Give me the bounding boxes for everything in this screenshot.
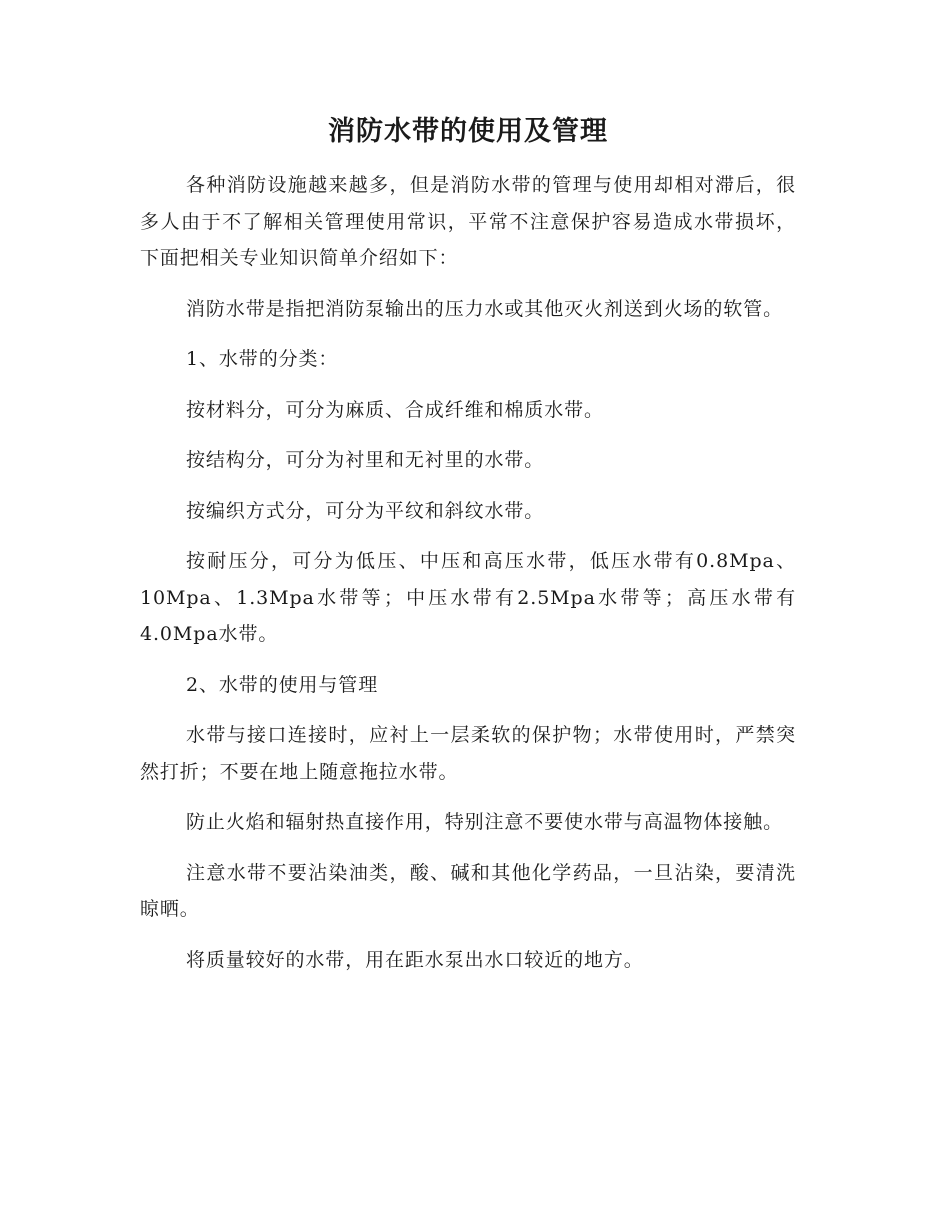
- document-page: [140, 108, 796, 992]
- paragraph-by-pressure: 按耐压分，可分为低压、中压和高压水带，低压水带有0.8Mpa、10Mpa、1.3Mpa水带等；中压水带有2.5Mpa水带等；高压水带有4.0Mpa水带。: [140, 550, 796, 645]
- paragraph-intro: 各种消防设施越来越多，但是消防水带的管理与使用却相对滞后，很多人由于不了解相关管理使用常识，平常不注意保护容易造成水带损坏，下面把相关专业知识简单介绍如下：: [140, 174, 796, 269]
- paragraph-heat: 防止火焰和辐射热直接作用，特别注意不要使水带与高温物体接触。: [186, 811, 784, 833]
- paragraph-placement: 将质量较好的水带，用在距水泵出水口较近的地方。: [186, 948, 644, 971]
- paragraph-by-structure: 按结构分，可分为衬里和无衬里的水带。: [186, 449, 545, 471]
- paragraph-definition: 消防水带是指把消防泵输出的压力水或其他灭火剂送到火场的软管。: [186, 297, 784, 320]
- paragraph-by-material: 按材料分，可分为麻质、合成纤维和棉质水带。: [186, 398, 604, 421]
- paragraph-by-weave: 按编织方式分，可分为平纹和斜纹水带。: [186, 499, 545, 522]
- paragraph-connection: 水带与接口连接时，应衬上一层柔软的保护物；水带使用时，严禁突然打折；不要在地上随意拖拉水带。: [140, 724, 796, 783]
- section-heading-classification: 1、水带的分类：: [186, 348, 339, 370]
- section-heading-usage: 2、水带的使用与管理: [186, 673, 379, 696]
- paragraph-chemicals: 注意水带不要沾染油类，酸、碱和其他化学药品，一旦沾染，要清洗晾晒。: [140, 861, 796, 920]
- document-title: 消防水带的使用及管理: [328, 116, 608, 147]
